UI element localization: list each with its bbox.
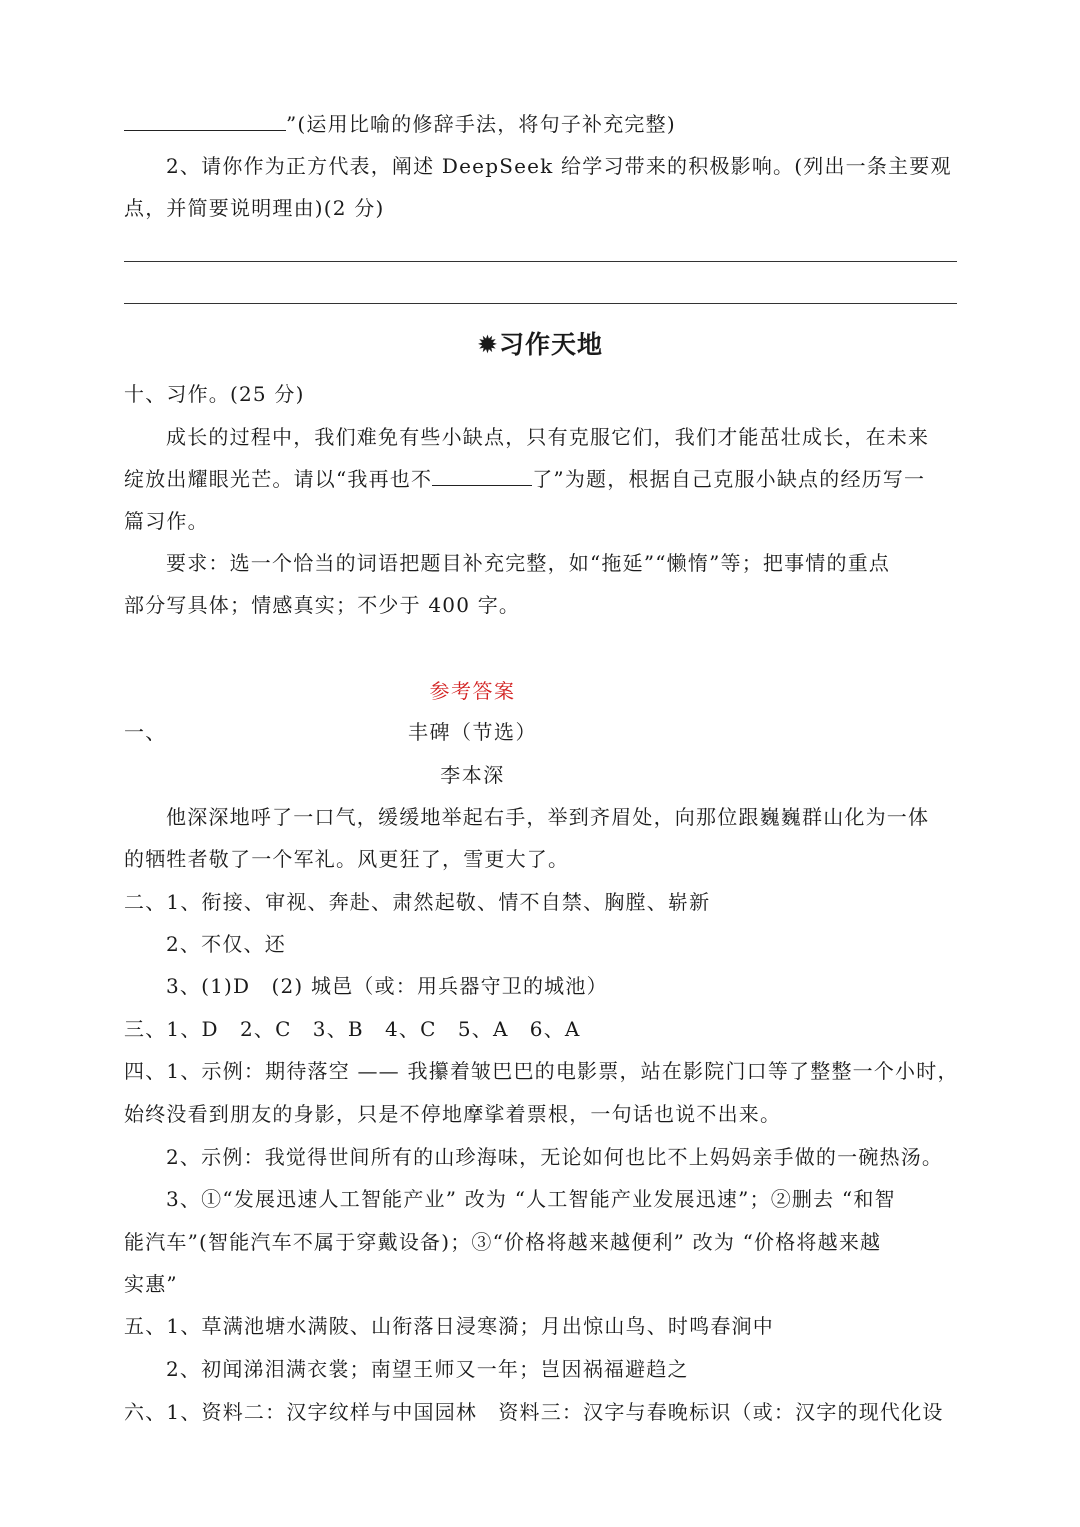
answer-4-1-line-1: 四、1、示例：期待落空 —— 我攥着皱巴巴的电影票，站在影院门口等了整整一个小时，: [124, 1059, 959, 1083]
answer-1-line-2: 的牺牲者敬了一个军礼。风更狂了，雪更大了。: [124, 847, 570, 871]
answer-2-1: 二、1、衔接、审视、奔赴、肃然起敬、情不自禁、胸膛、崭新: [124, 890, 711, 914]
composition-requirement-line-1: 要求：选一个恰当的词语把题目补充完整，如“拖延”“懒惰”等；把事情的重点: [166, 551, 891, 575]
answer-4-2: 2、示例：我觉得世间所有的山珍海味，无论如何也比不上妈妈亲手做的一碗热汤。: [166, 1145, 944, 1169]
answer-1-line-1: 他深深地呼了一口气，缓缓地举起右手，举到齐眉处，向那位跟巍巍群山化为一体: [166, 805, 930, 829]
composition-prompt-line-1: 成长的过程中，我们难免有些小缺点，只有克服它们，我们才能茁壮成长，在未来: [166, 425, 930, 449]
composition-requirement-line-2: 部分写具体；情感真实；不少于 400 字。: [124, 593, 521, 617]
answer-2-2: 2、不仅、还: [166, 932, 286, 956]
composition-heading: 十、习作。(25 分): [124, 382, 305, 406]
title-blank[interactable]: [432, 465, 532, 486]
composition-prompt-line-3: 篇习作。: [124, 509, 209, 533]
answer-line-1[interactable]: [124, 261, 957, 262]
answer-3: 三、1、D 2、C 3、B 4、C 5、A 6、A: [124, 1017, 581, 1041]
section-heading: [0, 327, 1080, 363]
answer-4-1-line-2: 始终没看到朋友的身影，只是不停地摩挲着票根，一句话也说不出来。: [124, 1102, 782, 1126]
poem-title: 丰碑（节选）: [408, 720, 537, 744]
answer-4-3-line-2: 能汽车”(智能汽车不属于穿戴设备)；③“价格将越来越便利” 改为 “价格将越来越: [124, 1230, 882, 1254]
answer-5-2: 2、初闻涕泪满衣裳；南望王师又一年；岂因祸福避趋之: [166, 1357, 689, 1381]
sentence-completion-line: ”(运用比喻的修辞手法，将句子补充完整): [124, 108, 959, 140]
composition-prompt-line-2: 绽放出耀眼光芒。请以“我再也不 了”为题，根据自己克服小缺点的经历写一: [124, 467, 926, 491]
answer-2-3: 3、(1)D (2) 城邑（或：用兵器守卫的城池）: [166, 974, 608, 998]
section-title: 习作天地: [498, 330, 603, 359]
answer-blank[interactable]: [124, 110, 286, 131]
answer-5-1: 五、1、草满池塘水满陂、山衔落日浸寒漪；月出惊山鸟、时鸣春涧中: [124, 1314, 774, 1338]
answer-4-3-line-3: 实惠”: [124, 1272, 178, 1296]
question-2: 2、请你作为正方代表，阐述 DeepSeek 给学习带来的积极影响。(列出一条主要观: [166, 154, 952, 178]
answer-4-3-line-1: 3、①“发展迅速人工智能产业” 改为 “人工智能产业发展迅速”；②删去 “和智: [166, 1187, 896, 1211]
answer-1-label: 一、: [124, 720, 167, 744]
answer-line-2[interactable]: [124, 303, 957, 304]
answer-6-1: 六、1、资料二：汉字纹样与中国园林 资料三：汉字与春晚标识（或：汉字的现代化设: [124, 1400, 944, 1424]
question-2-continued: 点，并简要说明理由)(2 分): [124, 196, 385, 220]
answer-key-title: 参考答案: [429, 679, 516, 703]
star-icon: ✹: [477, 330, 499, 359]
poem-author: 李本深: [440, 763, 505, 787]
